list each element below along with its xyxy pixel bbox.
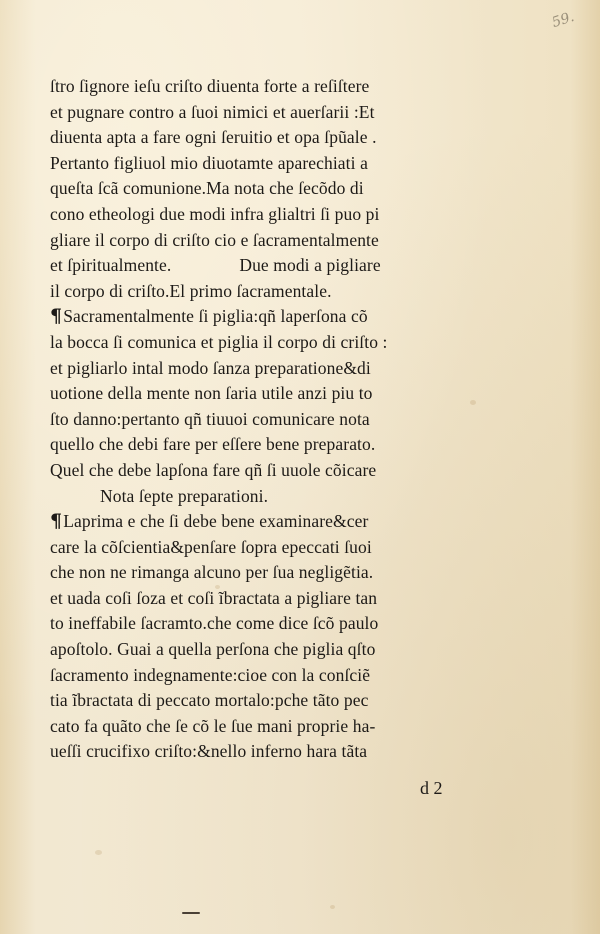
text-line: et pigliarlo intal modo ſanza preparatione&di [50, 357, 371, 378]
text-line-split [50, 253, 460, 279]
text-line: il corpo di criſto.El primo ſacramentale. [50, 280, 332, 301]
text-line: ueſſi crucifixo criſto:&nello inferno hara tãta [50, 741, 368, 762]
text-line: cono etheologi due modi infra glialtri ſi puo pi [50, 203, 380, 224]
ink-blot [182, 912, 200, 914]
text-line: cato fa quãto che ſe cõ le ſue mani proprie ha- [50, 715, 376, 736]
signature-mark: d 2 [420, 778, 443, 798]
text-line: apoſtolo. Guai a quella perſona che piglia qſto [50, 639, 376, 660]
foxing-spot [330, 905, 335, 909]
text-line: quello che debi fare per eſſere bene preparato. [50, 434, 376, 455]
text-line: Sacramentalmente ſi piglia:qñ laperſona cõ [63, 306, 368, 327]
text-line: gliare il corpo di criſto cio e ſacramentalmente [50, 229, 379, 250]
text-line: ſto danno:pertanto qñ tiuuoi comunicare nota [50, 408, 370, 429]
text-line: tia ĩbractata di peccato mortalo:pche tãto pec [50, 690, 369, 711]
foxing-spot [95, 850, 102, 855]
paragraph-start [50, 304, 460, 330]
section-heading: Nota ſepte preparationi. [100, 485, 269, 506]
text-line: ſtro ſignore ieſu criſto diuenta forte a reſiſtere [50, 76, 370, 96]
section-heading-inline: Due modi a pigliare [239, 255, 381, 276]
text-line: che non ne rimanga alcuno per ſua negligẽtia. [50, 562, 374, 583]
text-line: care la cõſcientia&penſare ſopra epeccati ſuoi [50, 536, 372, 557]
text-line: Laprima e che ſi debe bene examinare&cer [63, 511, 369, 532]
text-column [50, 74, 460, 765]
text-line: et pugnare contro a ſuoi nimici et auerſarii :Et [50, 101, 375, 122]
text-line: to ineffabile ſacramto.che come dice ſcõ paulo [50, 613, 379, 634]
text-line: queſta ſcã comunione.Ma nota che ſecõdo di [50, 178, 364, 199]
text-line-left: et ſpiritualmente. [50, 255, 172, 276]
text-line: ſacramento indegnamente:cioe con la conſciẽ [50, 664, 371, 685]
text-line: et uada coſi ſoza et coſi ĩbractata a pigliare tan [50, 587, 378, 608]
paragraph-start [50, 509, 460, 535]
text-line: Pertanto figliuol mio diuotamte aparechiati a [50, 152, 368, 173]
text-line: Quel che debe lapſona fare qñ ſi uuole cõicare [50, 459, 377, 480]
pilcrow-mark: ¶ [50, 305, 63, 328]
foxing-spot [470, 400, 476, 405]
text-line: diuenta apta a fare ogni ſeruitio et opa ſpũale . [50, 127, 377, 148]
text-line: la bocca ſi comunica et piglia il corpo di criſto : [50, 331, 388, 352]
pilcrow-mark: ¶ [50, 510, 63, 533]
folio-number: 59. [550, 8, 577, 32]
text-line: uotione della mente non ſaria utile anzi piu to [50, 383, 373, 404]
